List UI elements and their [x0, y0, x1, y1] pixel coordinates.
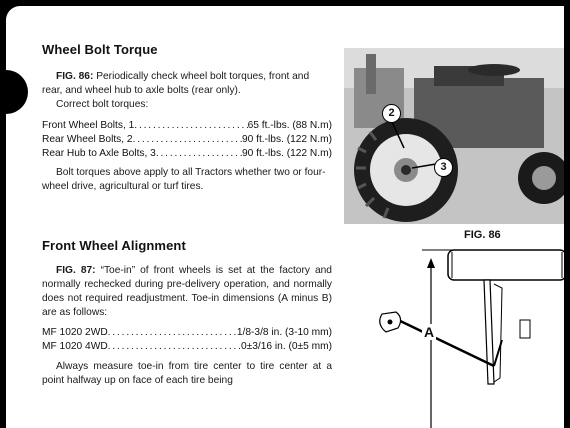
- leader-dots: [108, 326, 237, 340]
- section-title-wheel-bolt-torque: Wheel Bolt Torque: [42, 42, 158, 57]
- model-label: MF 1020 4WD: [42, 341, 108, 352]
- fig87-paragraph: [42, 264, 332, 320]
- torque-label: Rear Wheel Bolts, 2: [42, 134, 133, 145]
- callout-3-label: 3: [440, 161, 447, 173]
- tractor-wheel-photo: [344, 48, 564, 224]
- dimension-a-label: A: [424, 324, 435, 340]
- toe-in-value: 0±3/16 in. (0±5 mm): [240, 341, 332, 352]
- section-title-front-wheel-alignment: Front Wheel Alignment: [42, 238, 186, 253]
- leader-dots: [134, 119, 247, 133]
- toe-in-row-4wd: [42, 340, 332, 354]
- fig86-ref: FIG. 86:: [56, 71, 94, 82]
- torque-label: Front Wheel Bolts, 1: [42, 120, 135, 131]
- correct-torques-heading: Correct bolt torques:: [56, 99, 149, 110]
- fig86-paragraph: [42, 70, 332, 98]
- torque-label: Rear Hub to Axle Bolts, 3: [42, 148, 156, 159]
- figure-caption: FIG. 86: [464, 229, 501, 241]
- torque-value: 90 ft.-lbs. (122 N.m): [241, 134, 332, 145]
- binder-punch-hole: [6, 70, 28, 114]
- torque-row-hub: [42, 147, 332, 161]
- toe-in-note: Always measure toe-in from tire center to tire center at a point halfway up on face of each tire being: [42, 361, 332, 386]
- torque-value: 90 ft.-lbs. (122 N.m): [241, 148, 332, 159]
- leader-dots: [156, 147, 242, 161]
- callout-2-circle: [382, 104, 401, 123]
- torque-note: Bolt torques above apply to all Tractors whether two or four-wheel drive, agricultural or turf tires.: [42, 167, 326, 192]
- toe-in-row-2wd: [42, 326, 332, 340]
- toe-in-value: 1/8-3/8 in. (3-10 mm): [236, 327, 332, 338]
- torque-value: 65 ft.-lbs. (88 N.m): [247, 120, 332, 131]
- model-label: MF 1020 2WD: [42, 327, 108, 338]
- toe-in-diagram: [344, 244, 564, 428]
- fig87-intro-text: “Toe-in” of front wheels is set at the factory and normally rechecked during pre-delivery operation, and normally does not required readjustment. Toe-in dimensions (A minus B) are as follows:: [42, 265, 332, 318]
- callout-3-circle: [434, 158, 453, 177]
- leader-dots: [133, 133, 242, 147]
- fig86-intro-text: Periodically check wheel bolt torques, front and rear, and wheel hub to axle bolts (rear only).: [42, 71, 310, 96]
- callout-2-label: 2: [388, 107, 395, 119]
- torque-row-rear: [42, 133, 332, 147]
- manual-page: [6, 6, 564, 428]
- leader-dots: [108, 340, 241, 354]
- torque-row-front: [42, 119, 332, 133]
- fig87-ref: FIG. 87:: [56, 265, 96, 276]
